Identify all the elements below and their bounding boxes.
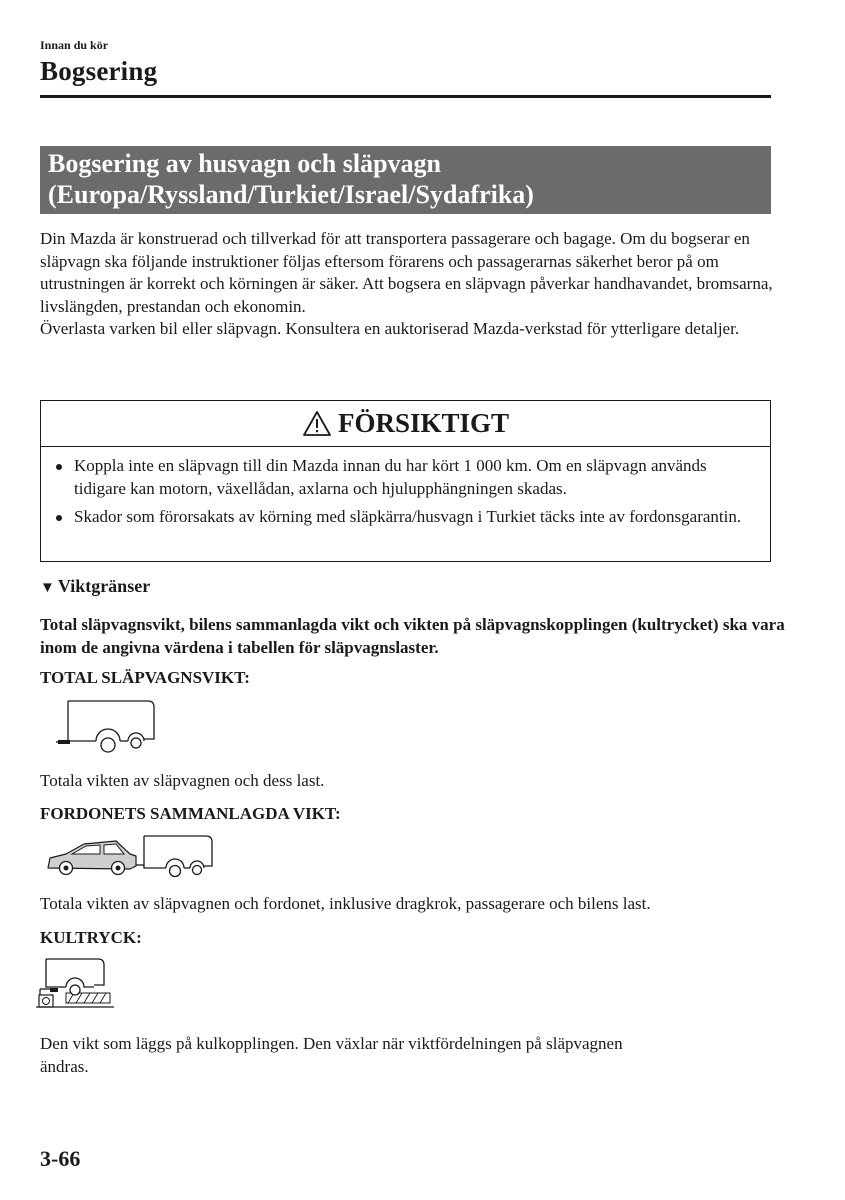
tongue-weight-illustration-icon [36,955,116,1015]
triangle-down-icon: ▼ [40,580,55,596]
title-divider [40,95,771,98]
combined-weight-label: FORDONETS SAMMANLAGDA VIKT: [40,804,341,823]
weight-limits-title: Viktgränser [57,576,151,596]
trailer-illustration-icon [44,697,164,757]
total-trailer-weight-desc: Totala vikten av släpvagnen och dess last. [40,771,325,790]
caution-item: Koppla inte en släpvagn till din Mazda innan du har kört 1 000 km. Om en släpvagn används tidigare kan motorn, växellådan, axlarna och hjulupphängningen skadas. [74,455,760,500]
intro-paragraph-1: Din Mazda är konstruerad och tillverkad för att transportera passagerare och bagage. Om du bogserar en släpvagn ska följande instruktioner följas eftersom förarens och passagerarnas säkerhet beror på om utrustningen är korrekt och körningen är säker. Att bogsera en släpvagn påverkar handhavandet, bromsarna, livslängden, prestandan och ekonomin. [40,229,773,316]
weight-limits-heading [40,576,150,597]
section-heading-line2: (Europa/Ryssland/Turkiet/Israel/Sydafrika) [48,180,534,209]
chapter-label: Innan du kör [40,38,109,52]
warning-triangle-icon [302,410,332,437]
weight-limits-intro: Total släpvagnsvikt, bilens sammanlagda vikt och vikten på släpvagnskopplingen (kultrycket) ska vara inom de angivna värdena i tabellen för släpvagnslaster. [40,615,785,657]
caution-item: Skador som förorsakats av körning med släpkärra/husvagn i Turkiet täcks inte av fordonsgarantin. [74,506,760,529]
caution-list [41,447,770,529]
caution-heading: FÖRSIKTIGT [337,408,510,438]
section-heading [40,146,771,214]
page-number: 3-66 [40,1146,81,1171]
caution-box [40,400,771,562]
car-with-trailer-illustration-icon [44,832,219,882]
caution-header [41,401,770,447]
intro-paragraph-2: Överlasta varken bil eller släpvagn. Konsultera en auktoriserad Mazda-verkstad för ytterligare detaljer. [40,319,740,338]
total-trailer-weight-label: TOTAL SLÄPVAGNSVIKT: [40,668,250,687]
intro-text [40,228,775,341]
combined-weight-desc: Totala vikten av släpvagnen och fordonet, inklusive dragkrok, passagerare och bilens last. [40,894,651,913]
tongue-weight-label: KULTRYCK: [40,928,142,947]
tongue-weight-desc: Den vikt som läggs på kulkopplingen. Den växlar när viktfördelningen på släpvagnen ändras. [40,1034,623,1076]
section-heading-line1: Bogsering av husvagn och släpvagn [48,149,441,178]
page-title: Bogsering [40,56,158,86]
